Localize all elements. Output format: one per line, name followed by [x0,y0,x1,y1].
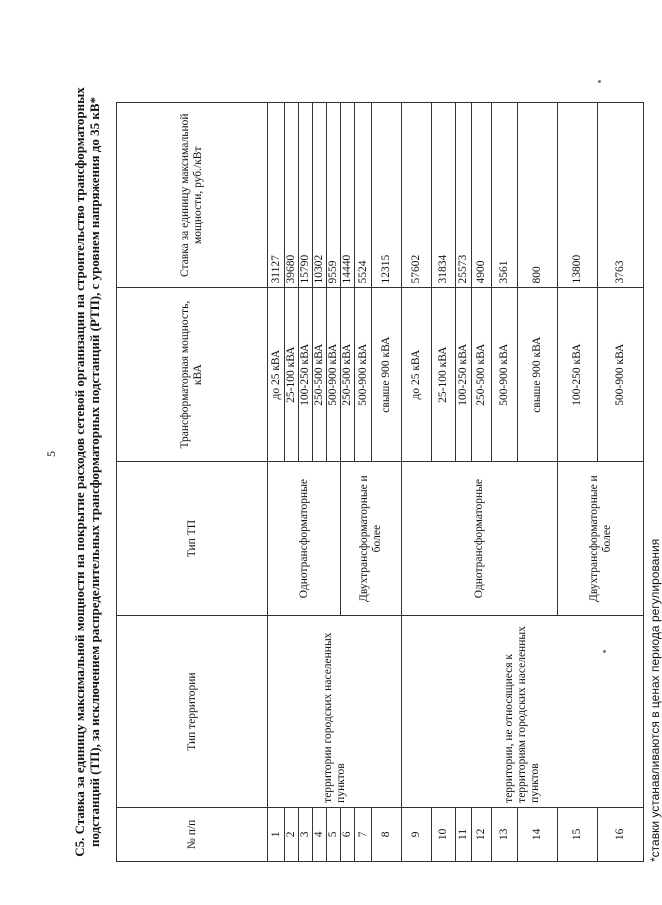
header-rate: Ставка за единицу максимальной мощности, руб./кВт [117,103,268,288]
row-rate: 39680 [285,103,299,288]
table-title: С5. Ставка за единицу максимальной мощности на покрытие расходов сетевой организации на строительство трансформаторных подстанций (ТП), за исключением распределительных трансформаторных подстанций (РТП), с уровнем напряжения до 35 кВ* [72,87,102,857]
table-header-row [117,103,268,862]
row-rate: 3763 [598,103,644,288]
row-rate: 31127 [268,103,285,288]
row-power: 250-500 кВА [313,288,327,461]
row-rate: 31834 [432,103,456,288]
row-num: 4 [313,807,327,861]
row-num: 11 [456,807,472,861]
header-tp-type: Тип ТП [117,461,268,616]
row-power: свыше 900 кВА [518,288,558,461]
row-num: 7 [355,807,372,861]
territory-urban: территории городских населенных пунктов [268,616,402,807]
tp-type-double-rural: Двухтрансформаторные и более [558,461,644,616]
row-num: 15 [558,807,598,861]
row-power: до 25 кВА [402,288,432,461]
row-power: 100-250 кВА [558,288,598,461]
row-power: 500-900 кВА [355,288,372,461]
row-power: 500-900 кВА [492,288,518,461]
row-num: 14 [518,807,558,861]
page-number: 5 [44,451,58,457]
territory-rural: территории, не относящиеся к территориям городских населенных пунктов [402,616,644,807]
tp-type-single-urban: Однотрансформаторные [268,461,341,616]
row-num: 13 [492,807,518,861]
row-num: 2 [285,807,299,861]
row-power: 250-500 кВА [472,288,492,461]
row-power: 25-100 кВА [285,288,299,461]
scan-dot [598,80,601,83]
row-rate: 25573 [456,103,472,288]
tariff-table [116,102,644,862]
row-power: свыше 900 кВА [372,288,402,461]
row-power: 500-900 кВА [598,288,644,461]
tp-type-single-rural: Однотрансформаторные [402,461,558,616]
row-power: 100-250 кВА [456,288,472,461]
row-rate: 12315 [372,103,402,288]
table-row [402,103,432,862]
row-power: 25-100 кВА [432,288,456,461]
row-num: 1 [268,807,285,861]
row-power: 250-500 кВА [341,288,355,461]
row-num: 9 [402,807,432,861]
scan-dot [603,650,606,653]
row-rate: 3561 [492,103,518,288]
row-rate: 15790 [299,103,313,288]
row-num: 10 [432,807,456,861]
header-territory: Тип территории [117,616,268,807]
row-num: 5 [327,807,341,861]
row-rate: 13800 [558,103,598,288]
row-rate: 57602 [402,103,432,288]
header-num: № п/п [117,807,268,861]
row-rate: 14440 [341,103,355,288]
row-rate: 800 [518,103,558,288]
row-num: 6 [341,807,355,861]
row-power: 100-250 кВА [299,288,313,461]
row-num: 3 [299,807,313,861]
row-rate: 4900 [472,103,492,288]
row-num: 12 [472,807,492,861]
row-rate: 10302 [313,103,327,288]
row-rate: 5524 [355,103,372,288]
table-row [268,103,285,862]
row-power: до 25 кВА [268,288,285,461]
row-num: 8 [372,807,402,861]
row-num: 16 [598,807,644,861]
tp-type-double-urban: Двухтрансформаторные и более [341,461,402,616]
footnote: *ставки устанавливаются в ценах периода регулирования [648,538,662,862]
rotated-page-content [72,82,662,862]
header-power: Трансформаторная мощность, кВА [117,288,268,461]
row-power: 500-900 кВА [327,288,341,461]
row-rate: 9559 [327,103,341,288]
